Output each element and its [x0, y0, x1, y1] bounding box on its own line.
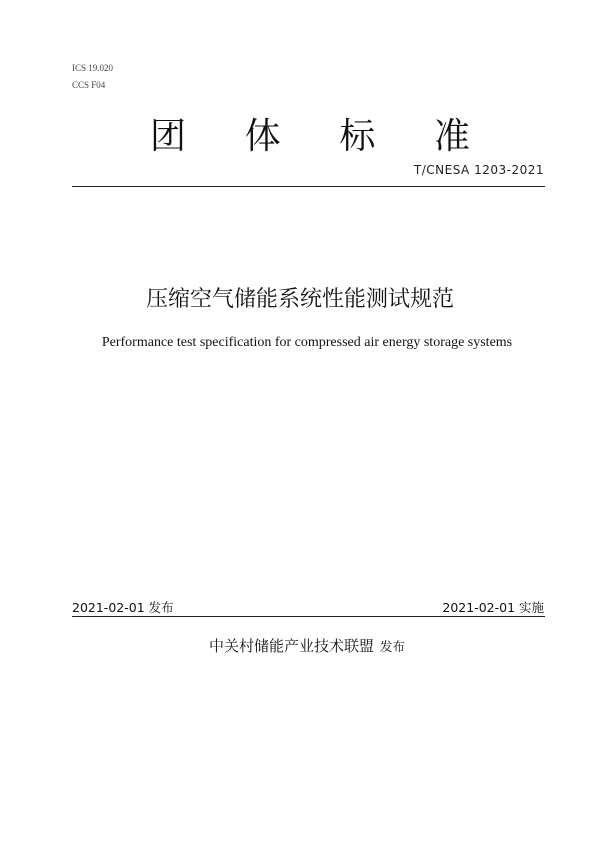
publisher-name: 中关村储能产业技术联盟	[208, 637, 374, 655]
release-date: 2021-02-01 发布	[72, 600, 174, 615]
standard-type-char: 标	[339, 116, 376, 157]
implementation-date: 2021-02-01 实施	[442, 600, 544, 615]
english-title: Performance test specification for compressed air energy storage systems	[101, 335, 513, 350]
ics-code: ICS 19.020	[72, 63, 114, 73]
publisher-suffix: 发布	[380, 639, 406, 654]
chinese-title: 压缩空气储能系统性能测试规范	[145, 287, 454, 312]
bottom-divider	[72, 616, 545, 617]
publisher-line	[0, 635, 600, 656]
classification-codes	[72, 60, 113, 94]
top-divider	[72, 186, 545, 187]
ccs-code: CCS F04	[72, 80, 106, 90]
standard-type-char: 团	[150, 116, 187, 157]
standard-type-char: 准	[433, 116, 470, 157]
standard-type-char: 体	[244, 116, 281, 157]
standard-number: T/CNESA 1203-2021	[413, 163, 544, 177]
standard-type-heading	[150, 108, 470, 159]
